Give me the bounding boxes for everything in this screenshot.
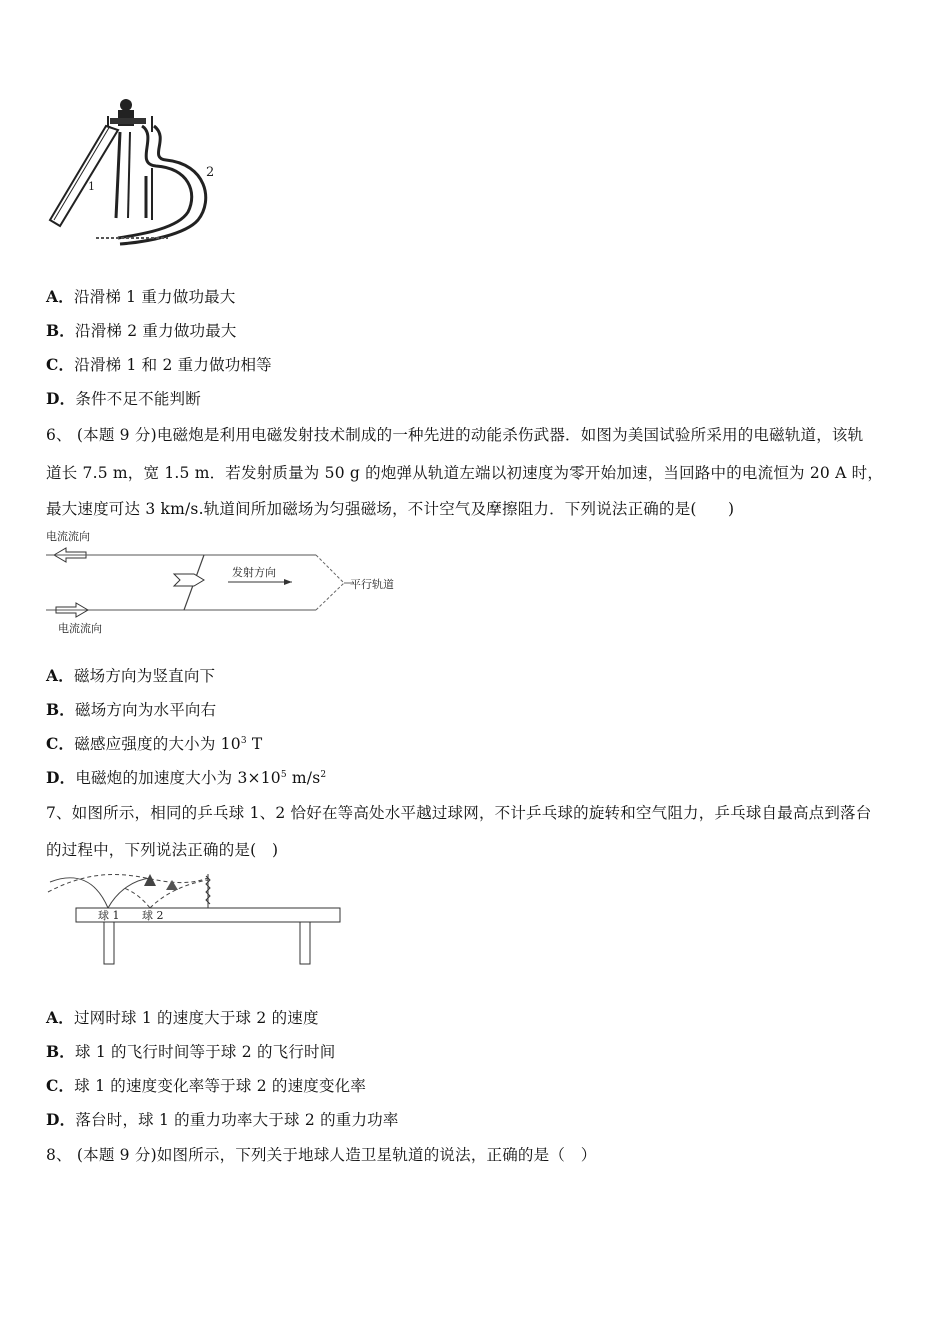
q7-option-a xyxy=(46,1006,319,1028)
option-text: 过网时球 1 的速度大于球 2 的速度 xyxy=(73,1009,319,1027)
option-letter: A． xyxy=(46,1008,74,1027)
slides-figure xyxy=(48,96,228,246)
railgun-figure xyxy=(44,528,414,640)
q7-option-c xyxy=(46,1074,366,1096)
current-bottom-label: 电流流向 xyxy=(58,622,102,635)
option-letter: B． xyxy=(46,1042,76,1061)
q8-number: 8、 xyxy=(46,1146,72,1164)
q5-option-d xyxy=(46,387,201,409)
unit: T xyxy=(246,735,263,753)
q7-option-d xyxy=(46,1108,399,1130)
q7-stem-line2: 的过程中，下列说法正确的是( ) xyxy=(46,841,279,859)
option-text: 球 1 的速度变化率等于球 2 的速度变化率 xyxy=(74,1077,367,1095)
unit-exponent: 2 xyxy=(320,770,327,780)
exponent: 3 xyxy=(240,736,247,746)
slide-label-2: 2 xyxy=(206,165,215,180)
current-top-label: 电流流向 xyxy=(46,530,90,543)
option-text: 沿滑梯 2 重力做功最大 xyxy=(75,322,237,340)
q6-option-d xyxy=(46,766,326,788)
option-text: 磁场方向为竖直向下 xyxy=(73,667,216,685)
slide-label-1: 1 xyxy=(88,180,95,193)
q7-option-b xyxy=(46,1040,335,1062)
q8-text: (本题 9 分)如图所示，下列关于地球人造卫星轨道的说法，正确的是（ ） xyxy=(76,1146,597,1164)
option-letter: C． xyxy=(46,1076,75,1095)
q6-option-c xyxy=(46,732,262,754)
option-text: 条件不足不能判断 xyxy=(75,390,201,408)
q5-option-c xyxy=(46,353,272,375)
option-letter: D． xyxy=(46,389,76,408)
q6-option-a xyxy=(46,664,215,686)
option-text: 落台时，球 1 的重力功率大于球 2 的重力功率 xyxy=(75,1111,399,1129)
q6-text: (本题 9 分)电磁炮是利用电磁发射技术制成的一种先进的动能杀伤武器．如图为美国试验所采用的电磁轨道，该轨 xyxy=(76,426,864,444)
unit: m/s xyxy=(286,769,321,787)
q6-number: 6、 xyxy=(46,426,72,444)
option-text: 磁感应强度的大小为 10 xyxy=(74,735,241,753)
q6-option-b xyxy=(46,698,216,720)
q6-stem-line2: 道长 7.5 m，宽 1.5 m．若发射质量为 50 g 的炮弹从轨道左端以初速度为零开始加速，当回路中的电流恒为 20 A 时， xyxy=(46,464,884,482)
option-letter: B． xyxy=(46,700,76,719)
option-letter: D． xyxy=(46,768,76,787)
q5-option-a xyxy=(46,285,236,307)
option-text: 沿滑梯 1 重力做功最大 xyxy=(73,288,236,306)
ball1-label: 球 1 xyxy=(98,909,120,922)
ball2-label: 球 2 xyxy=(142,909,164,922)
rails-label: 平行轨道 xyxy=(350,578,394,591)
option-letter: C． xyxy=(46,355,75,374)
option-text: 磁场方向为水平向右 xyxy=(75,701,217,719)
option-text: 沿滑梯 1 和 2 重力做功相等 xyxy=(74,356,272,374)
q6-stem-line3: 最大速度可达 3 km/s.轨道间所加磁场为匀强磁场，不计空气及摩擦阻力．下列说法正确的是( ) xyxy=(46,500,735,518)
q5-option-b xyxy=(46,319,237,341)
exponent: 5 xyxy=(280,770,287,780)
q6-stem-line1 xyxy=(46,423,863,445)
table-tennis-figure xyxy=(46,868,346,970)
option-text: 球 1 的飞行时间等于球 2 的飞行时间 xyxy=(75,1043,336,1061)
option-letter: B． xyxy=(46,321,76,340)
q8-stem xyxy=(46,1143,596,1165)
option-letter: C． xyxy=(46,734,75,753)
option-text: 电磁炮的加速度大小为 3×10 xyxy=(75,769,281,787)
option-letter: A． xyxy=(46,666,74,685)
option-letter: A． xyxy=(46,287,74,306)
q7-stem-line1: 7、如图所示，相同的乒乓球 1、2 恰好在等高处水平越过球网，不计乒乓球的旋转和空气阻力，乒乓球自最高点到落台 xyxy=(46,804,872,822)
launch-direction-label: 发射方向 xyxy=(232,566,276,579)
option-letter: D． xyxy=(46,1110,76,1129)
